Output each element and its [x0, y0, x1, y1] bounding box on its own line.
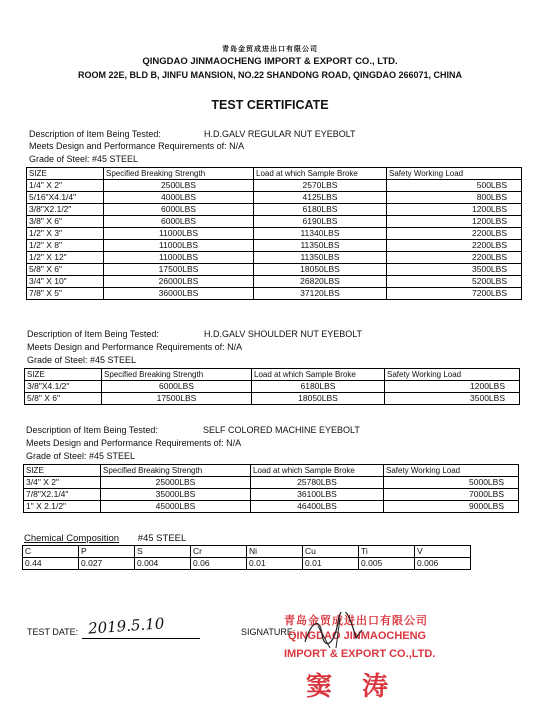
description-label: Description of Item Being Tested: [27, 329, 159, 339]
company-name: QINGDAO JINMAOCHENG IMPORT & EXPORT CO., LTD. [142, 56, 398, 67]
table-row [27, 264, 522, 276]
table-cell: 35000LBS [101, 489, 251, 501]
table-cell: 2200LBS [387, 252, 522, 264]
table-row [27, 240, 522, 252]
header-cell: Load at which Sample Broke [251, 465, 384, 477]
test-date-label: TEST DATE: [27, 627, 79, 637]
item-name: H.D.GALV REGULAR NUT EYEBOLT [204, 129, 356, 139]
table-cell: 11350LBS [254, 252, 387, 264]
table-cell: 5200LBS [387, 276, 522, 288]
table-cell: 25000LBS [101, 477, 251, 489]
chem-cell: Ti [359, 546, 415, 558]
table-row [27, 252, 522, 264]
table-cell: 45000LBS [101, 501, 251, 513]
table-row [27, 192, 522, 204]
chem-cell: Cu [303, 546, 359, 558]
table-cell: 46400LBS [251, 501, 384, 513]
table-cell: 25780LBS [251, 477, 384, 489]
test-date-handwritten: 2019.5.10 [87, 614, 165, 638]
header-cell: Specified Breaking Strength [104, 168, 254, 180]
header-cell: SIZE [24, 465, 101, 477]
stamp-chinese-line: 青岛金贸成进出口有限公司 [284, 615, 428, 627]
chem-cell: 0.44 [23, 558, 79, 570]
header-cell: Load at which Sample Broke [254, 168, 387, 180]
table-cell: 6000LBS [104, 216, 254, 228]
table-cell: 3/4" X 10" [27, 276, 104, 288]
table-cell: 6180LBS [252, 381, 385, 393]
table-cell: 7000LBS [384, 489, 519, 501]
section-2-table [24, 368, 520, 405]
table-cell: 1200LBS [387, 204, 522, 216]
table-cell: 1/2" X 12" [27, 252, 104, 264]
table-row [27, 180, 522, 192]
table-cell: 7/8"X2.1/4" [24, 489, 101, 501]
chemical-composition-table [22, 545, 471, 570]
chem-cell: P [79, 546, 135, 558]
table-row [25, 393, 520, 405]
table-cell: 17500LBS [104, 264, 254, 276]
chem-title: Chemical Composition [24, 533, 120, 544]
stamp-name-chop: 窦涛 [306, 672, 419, 702]
section-2-grade: Grade of Steel: #45 STEEL [27, 355, 137, 365]
table-cell: 1/4" X 2" [27, 180, 104, 192]
table-cell: 11000LBS [104, 252, 254, 264]
section-3-grade: Grade of Steel: #45 STEEL [26, 451, 136, 461]
chem-cell: Ni [247, 546, 303, 558]
section-2-meets: Meets Design and Performance Requirements of: N/A [27, 342, 243, 352]
table-cell: 7/8" X 5" [27, 288, 104, 300]
table-cell: 3500LBS [387, 264, 522, 276]
description-label: Description of Item Being Tested: [26, 425, 158, 435]
table-cell: 3500LBS [385, 393, 520, 405]
header-cell: Specified Breaking Strength [102, 369, 252, 381]
chem-cell: Cr [191, 546, 247, 558]
table-cell: 11340LBS [254, 228, 387, 240]
table-header-row [25, 369, 520, 381]
table-row [27, 204, 522, 216]
table-row [24, 477, 519, 489]
chem-cell: 0.01 [247, 558, 303, 570]
chem-cell: 0.004 [135, 558, 191, 570]
table-cell: 36000LBS [104, 288, 254, 300]
header-cell: Safety Working Load [384, 465, 519, 477]
table-cell: 6000LBS [102, 381, 252, 393]
table-cell: 11000LBS [104, 228, 254, 240]
table-row [24, 489, 519, 501]
document-title: TEST CERTIFICATE [211, 98, 329, 112]
table-cell: 1200LBS [387, 216, 522, 228]
table-row [27, 228, 522, 240]
table-cell: 500LBS [387, 180, 522, 192]
chem-cell: V [415, 546, 471, 558]
table-cell: 26000LBS [104, 276, 254, 288]
header-cell: Specified Breaking Strength [101, 465, 251, 477]
section-3-description [26, 425, 360, 435]
section-1-table [26, 167, 522, 300]
table-row [27, 276, 522, 288]
table-cell: 3/8"X4.1/2" [25, 381, 102, 393]
header-cell: Load at which Sample Broke [252, 369, 385, 381]
table-cell: 18050LBS [252, 393, 385, 405]
section-1-meets: Meets Design and Performance Requirements of: N/A [29, 141, 245, 151]
section-1-grade: Grade of Steel: #45 STEEL [29, 154, 139, 164]
chem-caption [24, 533, 186, 544]
signature-label: SIGNATURE: [241, 627, 296, 637]
table-cell: 4125LBS [254, 192, 387, 204]
header-cell: Safety Working Load [387, 168, 522, 180]
table-cell: 36100LBS [251, 489, 384, 501]
table-cell: 11350LBS [254, 240, 387, 252]
chem-cell: 0.01 [303, 558, 359, 570]
table-cell: 37120LBS [254, 288, 387, 300]
table-cell: 3/8"X2.1/2" [27, 204, 104, 216]
handwritten-signature [300, 612, 370, 652]
chem-element-row [23, 546, 471, 558]
item-name: H.D.GALV SHOULDER NUT EYEBOLT [204, 329, 363, 339]
table-cell: 9000LBS [384, 501, 519, 513]
item-name: SELF COLORED MACHINE EYEBOLT [203, 425, 360, 435]
chem-cell: 0.06 [191, 558, 247, 570]
header-cell: SIZE [27, 168, 104, 180]
table-cell: 2570LBS [254, 180, 387, 192]
table-row [25, 381, 520, 393]
table-cell: 1/2" X 3" [27, 228, 104, 240]
section-1-description [29, 129, 356, 139]
chem-cell: C [23, 546, 79, 558]
section-2-description [27, 329, 363, 339]
table-cell: 800LBS [387, 192, 522, 204]
table-cell: 5/8" X 6" [25, 393, 102, 405]
table-cell: 7200LBS [387, 288, 522, 300]
chem-cell: S [135, 546, 191, 558]
section-3-meets: Meets Design and Performance Requirements of: N/A [26, 438, 242, 448]
table-cell: 1" X 2.1/2" [24, 501, 101, 513]
stamp-english-line-2: IMPORT & EXPORT CO.,LTD. [284, 648, 436, 660]
chem-value-row [23, 558, 471, 570]
table-cell: 6190LBS [254, 216, 387, 228]
table-cell: 26820LBS [254, 276, 387, 288]
section-3-table [23, 464, 519, 513]
description-label: Description of Item Being Tested: [29, 129, 161, 139]
table-cell: 2200LBS [387, 228, 522, 240]
table-cell: 3/8" X 6" [27, 216, 104, 228]
table-header-row [27, 168, 522, 180]
table-row [27, 288, 522, 300]
table-row [24, 501, 519, 513]
table-cell: 6180LBS [254, 204, 387, 216]
table-cell: 5/8" X 6" [27, 264, 104, 276]
table-row [27, 216, 522, 228]
test-date-underline [82, 638, 200, 639]
chem-grade: #45 STEEL [137, 533, 187, 544]
company-address: ROOM 22E, BLD B, JINFU MANSION, NO.22 SHANDONG ROAD, QINGDAO 266071, CHINA [77, 70, 463, 80]
table-cell: 18050LBS [254, 264, 387, 276]
table-cell: 1/2" X 8" [27, 240, 104, 252]
stamp-english-line-1: QINGDAO JINMAOCHENG [288, 630, 427, 642]
table-cell: 2200LBS [387, 240, 522, 252]
table-cell: 1200LBS [385, 381, 520, 393]
header-cell: Safety Working Load [385, 369, 520, 381]
chem-cell: 0.005 [359, 558, 415, 570]
table-header-row [24, 465, 519, 477]
chem-cell: 0.006 [415, 558, 471, 570]
table-cell: 3/4" X 2" [24, 477, 101, 489]
table-cell: 11000LBS [104, 240, 254, 252]
header-cell: SIZE [25, 369, 102, 381]
table-cell: 5/16"X4.1/4" [27, 192, 104, 204]
chem-cell: 0.027 [79, 558, 135, 570]
table-cell: 17500LBS [102, 393, 252, 405]
table-cell: 5000LBS [384, 477, 519, 489]
company-chinese-name: 青岛金贸成进出口有限公司 [222, 46, 318, 53]
table-cell: 6000LBS [104, 204, 254, 216]
table-cell: 4000LBS [104, 192, 254, 204]
table-cell: 2500LBS [104, 180, 254, 192]
